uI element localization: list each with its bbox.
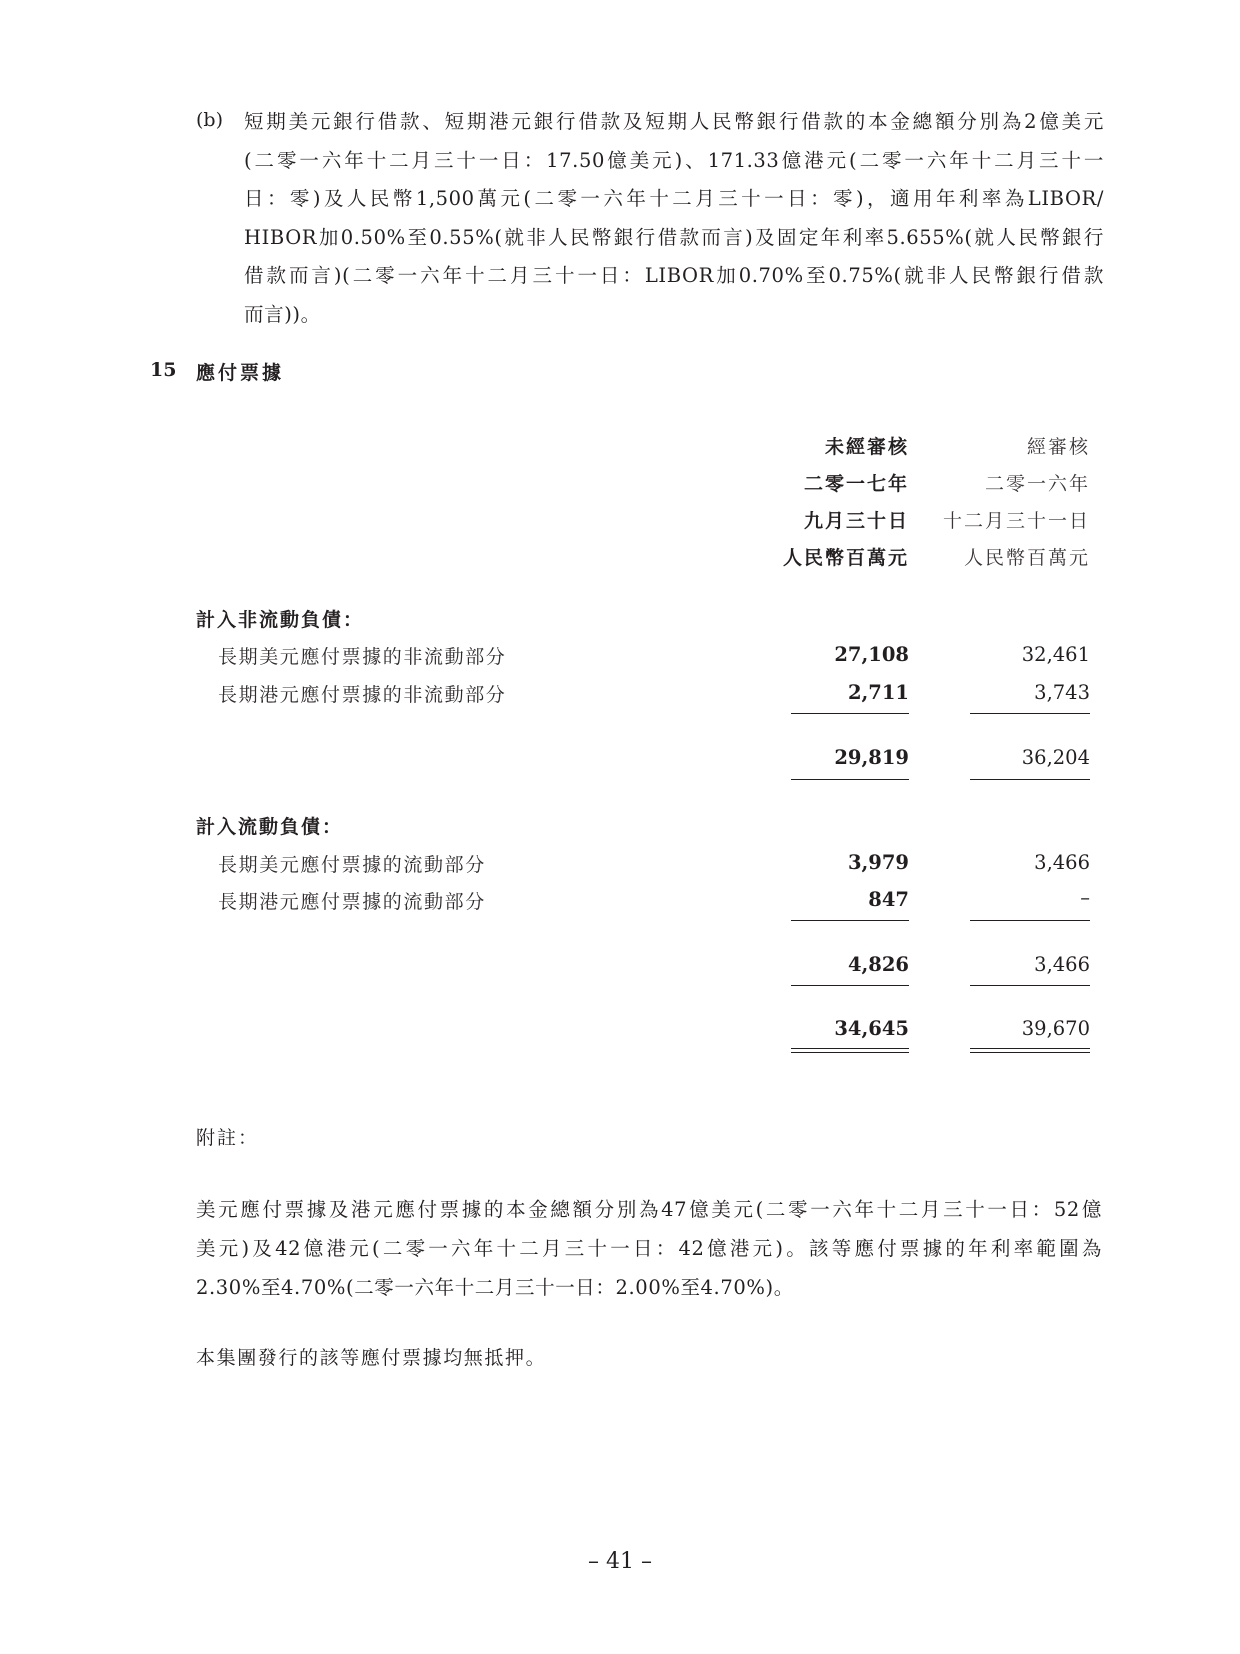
value-current: 27,108 (834, 643, 909, 666)
value-current: 3,979 (847, 851, 909, 874)
row-label: 長期美元應付票據的非流動部分 (218, 646, 507, 668)
remarks-line: 美元應付票據及港元應付票據的本金總額分別為47億美元(二零一六年十二月三十一日：52億 (196, 1198, 1102, 1221)
column-header-current-unit: 人民幣百萬元 (782, 547, 909, 569)
column-header-current-audit: 未經審核 (824, 436, 909, 458)
value-current: 2,711 (847, 681, 909, 704)
remarks-paragraph (196, 1190, 1102, 1307)
rule (970, 920, 1090, 921)
column-header-prior-date: 十二月三十一日 (942, 510, 1090, 532)
remarks-line: 2.30%至4.70%(二零一六年十二月三十一日：2.00%至4.70%)。 (196, 1276, 794, 1299)
rule (970, 713, 1090, 714)
subtotal-prior: 3,466 (1034, 953, 1090, 976)
row-label: 長期美元應付票據的流動部分 (218, 854, 486, 876)
rule (791, 985, 909, 986)
subtotal-current: 4,826 (847, 953, 909, 976)
note-b-line: 借款而言)(二零一六年十二月三十一日：LIBOR加0.70%至0.75%(就非人民幣銀行借款 (244, 264, 1104, 287)
value-prior: 32,461 (1021, 643, 1090, 666)
note-b-paragraph (244, 103, 1104, 334)
non-current-liabilities-label: 計入非流動負債： (196, 609, 365, 631)
column-header-prior-unit: 人民幣百萬元 (963, 547, 1090, 569)
row-label: 長期港元應付票據的非流動部分 (218, 684, 507, 706)
unsecured-statement: 本集團發行的該等應付票據均無抵押。 (196, 1347, 547, 1369)
rule (791, 920, 909, 921)
subtotal-current: 29,819 (834, 746, 909, 769)
note-b-line: 日：零)及人民幣1,500萬元(二零一六年十二月三十一日：零)，適用年利率為LIBOR/ (244, 187, 1104, 210)
column-header-prior-audit: 經審核 (1026, 436, 1090, 458)
note-b-line: 而言))。 (244, 302, 321, 326)
double-rule (970, 1048, 1090, 1053)
total-current: 34,645 (834, 1017, 909, 1040)
value-prior: 3,743 (1034, 681, 1090, 704)
remarks-line: 美元)及42億港元(二零一六年十二月三十一日：42億港元)。該等應付票據的年利率範圍為 (196, 1237, 1102, 1260)
rule (970, 779, 1090, 780)
section-title: 應付票據 (196, 362, 285, 384)
rule (791, 779, 909, 780)
value-prior: 3,466 (1034, 851, 1090, 874)
double-rule (791, 1048, 909, 1053)
row-label: 長期港元應付票據的流動部分 (218, 891, 486, 913)
value-prior: – (1080, 886, 1090, 909)
note-b-line: HIBOR加0.50%至0.55%(就非人民幣銀行借款而言)及固定年利率5.655%(就人民幣銀行 (244, 225, 1104, 249)
page-number: – 41 – (588, 1549, 652, 1574)
column-header-prior-year: 二零一六年 (984, 473, 1090, 495)
column-header-current-year: 二零一七年 (803, 473, 909, 495)
subtotal-prior: 36,204 (1021, 746, 1090, 769)
note-b-line: (二零一六年十二月三十一日：17.50億美元)、171.33億港元(二零一六年十二月三十一 (244, 148, 1104, 172)
remarks-heading: 附註： (196, 1127, 260, 1149)
note-b-marker: (b) (196, 109, 223, 131)
note-b-line: 短期美元銀行借款、短期港元銀行借款及短期人民幣銀行借款的本金總額分別為2億美元 (244, 110, 1104, 133)
total-prior: 39,670 (1021, 1017, 1090, 1040)
value-current: 847 (868, 888, 909, 911)
section-number: 15 (150, 359, 177, 381)
rule (791, 713, 909, 714)
rule (970, 985, 1090, 986)
column-header-current-date: 九月三十日 (803, 510, 909, 532)
current-liabilities-label: 計入流動負債： (196, 816, 344, 838)
